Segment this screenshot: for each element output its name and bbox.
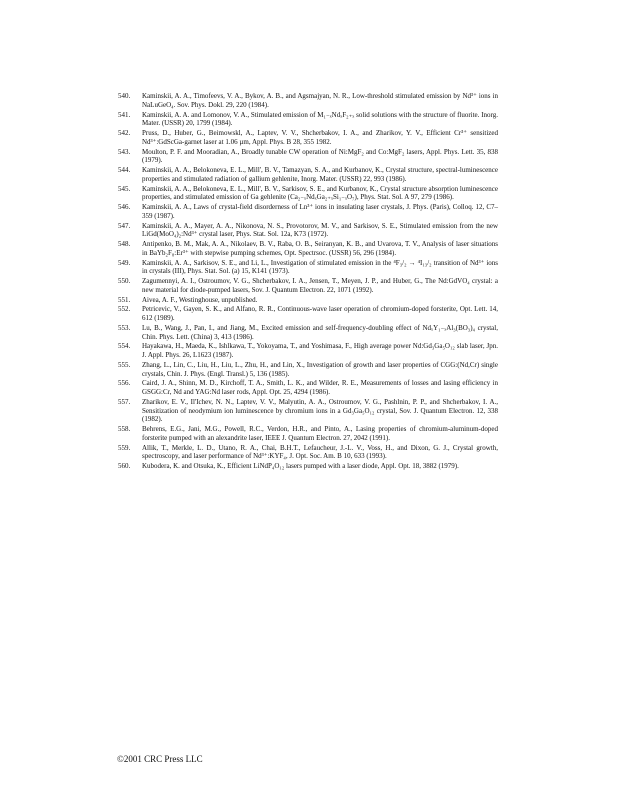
reference-text: Kaminskii, A. A., Sarkisov, S. E., and Li, L., Investigation of stimulated emission in the ⁴F₃/₂ → ⁴I₁₃/₂ transition of Nd³⁺ ions in crystals (III), Phys. Stat. Sol. (a) 15, K141 (1973). (142, 258, 498, 276)
reference-number: 553. (118, 323, 131, 332)
reference-item (118, 379, 498, 396)
reference-number: 559. (118, 443, 131, 452)
reference-item (118, 296, 498, 305)
reference-number: 548. (118, 240, 131, 248)
reference-text: Aivea, A. F., Westinghouse, unpublished. (142, 295, 258, 304)
reference-text: Zhang, L., Lin, C., Liu, H., Liu, L., Zhu, H., and Lin, X., Investigation of growth and laser properties of CGG:(Nd,Cr) single crystals, Chin. J. Phys. (Engl. Transl.) 5, 136 (1985). (142, 360, 498, 378)
reference-item (118, 444, 498, 461)
reference-text: Lu, B., Wang, J., Pan, I., and Jiang, M., Excited emission and self-frequency-doubling effect of NdₓY₁₋ₓAl₃(BO₃)₄ crystal, Chin. Phys. Lett. (China) 3, 413 (1986). (142, 323, 498, 341)
reference-item (118, 324, 498, 341)
reference-number: 558. (118, 425, 131, 433)
reference-number: 556. (118, 379, 131, 388)
reference-text: Hayakawa, H., Maeda, K., Ishlkawa, T., Yokoyama, T., and Yoshimasa, F., High average power Nd:Gd₃Ga₅O₁₂ slab laser, Jpn. J. Appl. Phys. 26, L1623 (1987). (142, 342, 498, 359)
reference-number: 552. (118, 305, 131, 314)
copyright-footer: ©2001 CRC Press LLC (117, 754, 203, 764)
reference-text: Antipenko, B. M., Mak, A. A., Nikolaev, B. V., Raba, O. B., Seiranyan, K. B., and Uvarova, T. V., Analysis of laser situations in BaYb₂F₈:Er³⁺ with stepwise pumping schemes, Opt. Spectrsoc. (USSR) 56, 296 (1984). (142, 240, 498, 257)
reference-item (118, 462, 498, 471)
reference-text: Kaminskii, A. A., Belokoneva, E. L., Mill', B. V., Tamazyan, S. A., and Kurbanov, K., Crystal structure, spectral-luminescence properties and stimulated radiation of gallium gehlenite, Inorg. Mater. (USSR) 22, 993 (1986). (142, 166, 498, 183)
reference-item (118, 129, 498, 146)
reference-text: Behrens, E.G., Jani, M.G., Powell, R.C., Verdon, H.R., and Pinto, A., Lasing properties of chromium-aluminum-doped forsterite pumped with an alexandrite laser, IEEE J. Quantum Electron. 27, 2042 (1991). (142, 425, 498, 442)
reference-item (118, 259, 498, 276)
reference-text: Caird, J. A., Shinn, M. D., Kirchoff, T. A., Smith, L. K., and Wilder, R. E., Measurements of losses and lasing efficiency in GSGG:Cr, Nd and YAG:Nd laser rods, Appl. Opt. 25, 4294 (1986). (142, 379, 498, 396)
reference-item (118, 277, 498, 294)
reference-number: 543. (118, 147, 131, 156)
reference-text: Kaminskii, A. A., Timofeevs, V. A., Bykov, A. B., and Agsmajyan, N. R., Low-threshold stimulated emission by Nd³⁺ ions in NaLuGeO₄. Sov. Phys. Dokl. 29, 220 (1984). (142, 92, 498, 109)
reference-item (118, 111, 498, 128)
reference-text: Zagumennyi, A. I., Ostroumov, V. G., Shcherbakov, I. A., Jensen, T., Meyen, J. P., and Huber, G., The Nd:GdVO₄ crystal: a new material for diode-pumped lasers, Sov. J. Quantum Electron. 22, 1071 (1992). (142, 277, 498, 294)
reference-item (118, 92, 498, 109)
reference-number: 549. (118, 258, 131, 267)
reference-number: 542. (118, 129, 131, 137)
reference-item (118, 166, 498, 183)
reference-number: 557. (118, 397, 131, 406)
reference-text: Pruss, D., Huber, G., Beimowskl, A., Laptev, V. V., Shcherbakov, I. A., and Zharikov, Y. V., Efficient Cr³⁺ sensitized Nd³⁺:GdScGa-garnet laser at 1.06 µm, Appl. Phys. B 28, 355 1982. (142, 129, 498, 146)
reference-item (118, 361, 498, 378)
reference-text: Petricevic, V., Gayen, S. K., and Alfano, R. R., Continuous-wave laser operation of chromium-doped forsterite, Opt. Lett. 14, 612 (1989). (142, 305, 498, 322)
reference-item (118, 425, 498, 442)
reference-item (118, 148, 498, 165)
reference-number: 554. (118, 342, 131, 351)
reference-number: 555. (118, 360, 131, 369)
reference-text: Zharikov, E. V., Il'Ichev, N. N., Laptev, V. V., Malyutin, A. A., Ostroumov, V. G., Pashlnin, P. P., and Shcherbakov, I. A., Sensitization of neodymium ion luminescence by chromium ions in a Gd₃Ga₅O₁₂ crystal, Sov. J. Quantum Electron. 12, 338 (1982). (142, 397, 498, 424)
reference-number: 547. (118, 221, 131, 230)
reference-item (118, 240, 498, 257)
reference-item (118, 398, 498, 424)
reference-text: Allik, T., Merkle, L. D., Utano, R. A., Chai, B.H.T., Lefaucheur, J.-L. V., Voss, H., and Dixon, G. J., Crystal growth, spectroscopy, and laser performance of Nd³⁺:KYF₄, J. Opt. Soc. Am. B 10, 633 (1993). (142, 443, 498, 461)
reference-number: 551. (118, 295, 131, 304)
reference-number: 544. (118, 166, 131, 174)
reference-list (118, 92, 498, 472)
reference-item (118, 305, 498, 322)
reference-number: 546. (118, 203, 131, 211)
reference-text: Kubodera, K. and Otsuka, K., Efficient LiNdP₄O₁₂ lasers pumped with a laser diode, Appl. Opt. 18, 3882 (1979). (142, 462, 459, 470)
reference-item (118, 342, 498, 359)
reference-text: Moulton, P. F. and Mooradian, A., Broadly tunable CW operation of Ni:MgF₂ and Co:MgF₂ lasers, Appl. Phys. Lett. 35, 838 (1979). (142, 147, 498, 165)
reference-number: 541. (118, 110, 131, 119)
reference-text: Kaminskii, A. A. and Lomonov, V. A., Stimulated emission of M₁₋ₓNdₓF₂₊ₓ solid solutions with the structure of fluorite. Inorg. Mater. (USSR) 20, 1799 (1984). (142, 110, 498, 128)
reference-item (118, 185, 498, 202)
reference-item (118, 222, 498, 239)
reference-number: 545. (118, 184, 131, 193)
reference-number: 560. (118, 462, 131, 470)
reference-text: Kaminskii, A. A., Belokoneva, E. L., Mill', B. V., Sarkisov, S. E., and Kurbanov, K., Crystal structure absorption luminescence properties, and stimulated emission of Ga gehlenite (Ca₂₋ₓNdₓGa₂₊ₓSi₁₋ₓO₇), Phys. Stat. Sol. A 97, 279 (1986). (142, 184, 498, 202)
reference-number: 550. (118, 277, 131, 285)
reference-number: 540. (118, 92, 131, 100)
reference-text: Kaminskii, A. A., Mayer, A. A., Nikonova, N. S., Provotorov, M. V., and Sarkisov, S. E., Stimulated emission from the new LiGd(MoO₄)₂:Nd³⁺ crystal laser, Phys. Stat. Sol. 12a, K73 (1972). (142, 221, 498, 239)
reference-text: Kaminskii, A. A., Laws of crystal-field disorderness of Ln³⁺ ions in insulating laser crystals, J. Phys. (Paris), Colloq. 12, C7–359 (1987). (142, 203, 498, 220)
reference-item (118, 203, 498, 220)
